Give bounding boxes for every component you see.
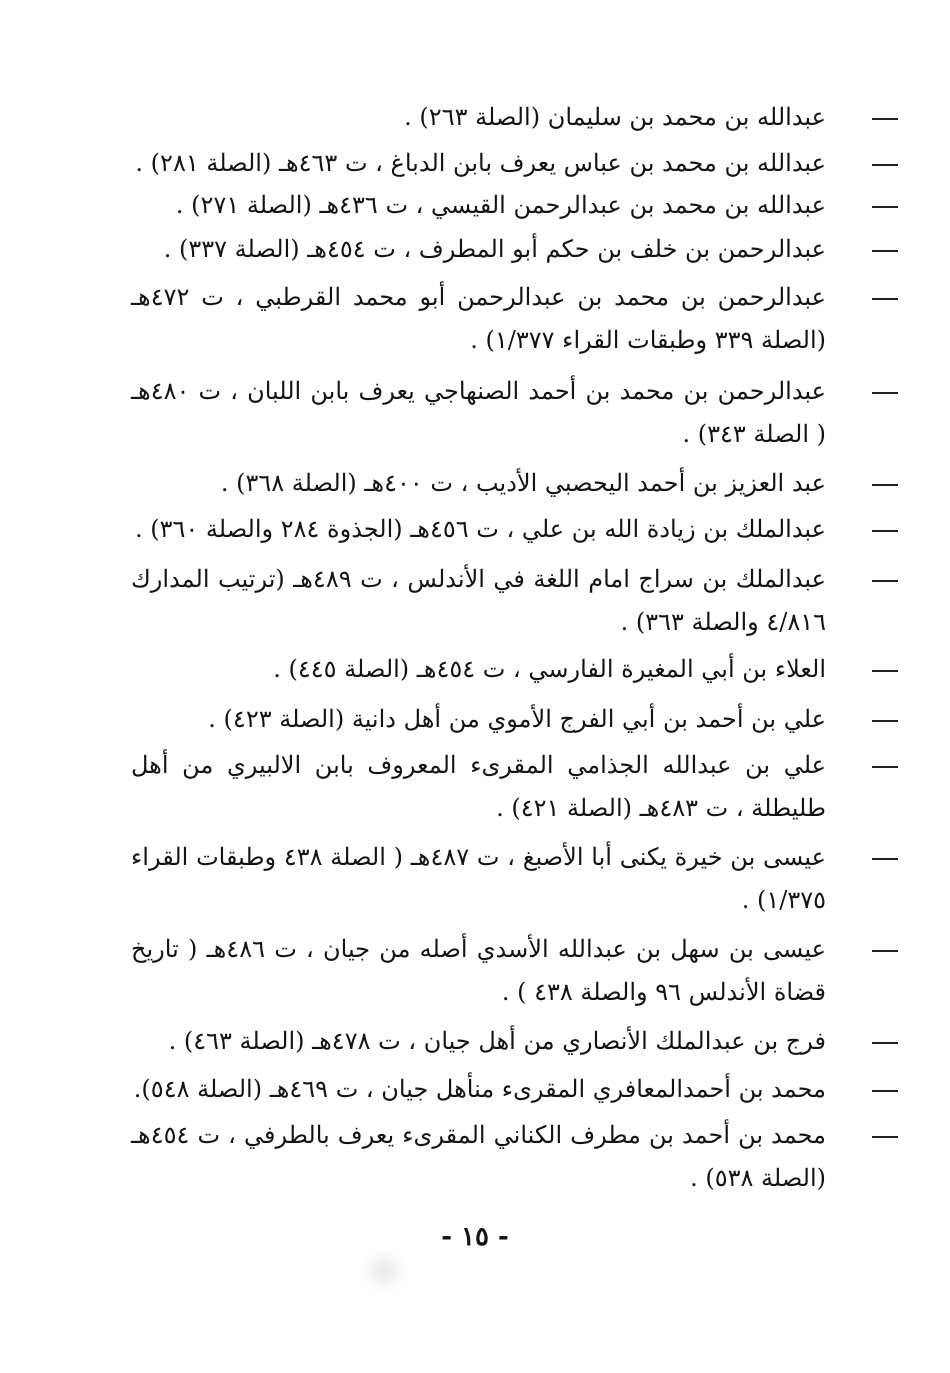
entry-text: علي بن عبدالله الجذامي المقرىء المعروف بابن الالبيري من أهل طليطلة ، ت ٤٨٣هـ (الصلة ٤٢١) . — [131, 751, 826, 822]
entry-text: علي بن أحمد بن أبي الفرج الأموي من أهل دانية (الصلة ٤٢٣) . — [208, 705, 826, 733]
list-item — [131, 1114, 826, 1200]
entry-text: عبدالله بن محمد بن سليمان (الصلة ٢٦٣) . — [404, 103, 826, 131]
list-item — [131, 184, 826, 227]
dash-bullet — [872, 1020, 898, 1063]
entry-text: عبدالله بن محمد بن عبدالرحمن القيسي ، ت ٤٣٦هـ (الصلة ٢٧١) . — [175, 191, 826, 219]
dash-bullet — [872, 744, 898, 787]
dash-bullet — [872, 558, 898, 601]
dash-bullet — [872, 836, 898, 879]
dash-bullet — [872, 276, 898, 319]
list-item — [131, 276, 826, 362]
entry-text: عبدالملك بن زيادة الله بن علي ، ت ٤٥٦هـ (الجذوة ٢٨٤ والصلة ٣٦٠) . — [134, 515, 826, 543]
list-item — [131, 1068, 826, 1111]
entry-text: عبدالرحمن بن خلف بن حكم أبو المطرف ، ت ٤٥٤هـ (الصلة ٣٣٧) . — [163, 235, 826, 263]
list-item — [131, 462, 826, 505]
dash-bullet — [872, 508, 898, 551]
entry-text: فرج بن عبدالملك الأنصاري من أهل جيان ، ت ٤٧٨هـ (الصلة ٤٦٣) . — [168, 1027, 826, 1055]
list-item — [131, 1020, 826, 1063]
entry-text: عيسى بن خيرة يكنى أبا الأصبغ ، ت ٤٨٧هـ ( الصلة ٤٣٨ وطبقات القراء ١/٣٧٥) . — [131, 843, 826, 914]
dash-bullet — [872, 184, 898, 227]
dash-bullet — [872, 928, 898, 971]
entry-text: عبدالملك بن سراج امام اللغة في الأندلس ، ت ٤٨٩هـ (ترتيب المدارك ٤/٨١٦ والصلة ٣٦٣) . — [131, 565, 826, 636]
list-item — [131, 928, 826, 1014]
list-item — [131, 836, 826, 922]
list-item — [131, 508, 826, 551]
list-item — [131, 370, 826, 456]
list-item — [131, 648, 826, 691]
entry-text: عبدالله بن محمد بن عباس يعرف بابن الدباغ ، ت ٤٦٣هـ (الصلة ٢٨١) . — [135, 149, 826, 177]
list-item — [131, 698, 826, 741]
paper-smudge — [362, 1248, 406, 1294]
dash-bullet — [872, 648, 898, 691]
entry-text: عيسى بن سهل بن عبدالله الأسدي أصله من جيان ، ت ٤٨٦هـ ( تاريخ قضاة الأندلس ٩٦ والصلة ٤٣٨ ) . — [131, 935, 827, 1006]
dash-bullet — [872, 1114, 898, 1157]
entry-text: عبدالرحمن بن محمد بن عبدالرحمن أبو محمد القرطبي ، ت ٤٧٢هـ (الصلة ٣٣٩ وطبقات القراء ١/٣٧٧) . — [131, 283, 826, 354]
dash-bullet — [872, 462, 898, 505]
dash-bullet — [872, 370, 898, 413]
dash-bullet — [872, 96, 898, 139]
entry-text: محمد بن أحمدالمعافري المقرىء منأهل جيان ، ت ٤٦٩هـ (الصلة ٥٤٨). — [133, 1075, 826, 1103]
list-item — [131, 96, 826, 139]
dash-bullet — [872, 142, 898, 185]
dash-bullet — [872, 698, 898, 741]
entry-text: محمد بن أحمد بن مطرف الكناني المقرىء يعرف بالطرفي ، ت ٤٥٤هـ (الصلة ٥٣٨) . — [131, 1121, 826, 1192]
list-item — [131, 744, 826, 830]
entry-text: العلاء بن أبي المغيرة الفارسي ، ت ٤٥٤هـ (الصلة ٤٤٥) . — [273, 655, 826, 683]
dash-bullet — [872, 1068, 898, 1111]
list-item — [131, 558, 826, 644]
entry-text: عبد العزيز بن أحمد اليحصبي الأديب ، ت ٤٠٠هـ (الصلة ٣٦٨) . — [220, 469, 826, 497]
entry-text: عبدالرحمن بن محمد بن أحمد الصنهاجي يعرف بابن اللبان ، ت ٤٨٠هـ ( الصلة ٣٤٣) . — [131, 377, 826, 448]
page-number: - ١٥ - — [441, 1222, 509, 1252]
list-item — [131, 142, 826, 185]
dash-bullet — [872, 228, 898, 271]
list-item — [131, 228, 826, 271]
